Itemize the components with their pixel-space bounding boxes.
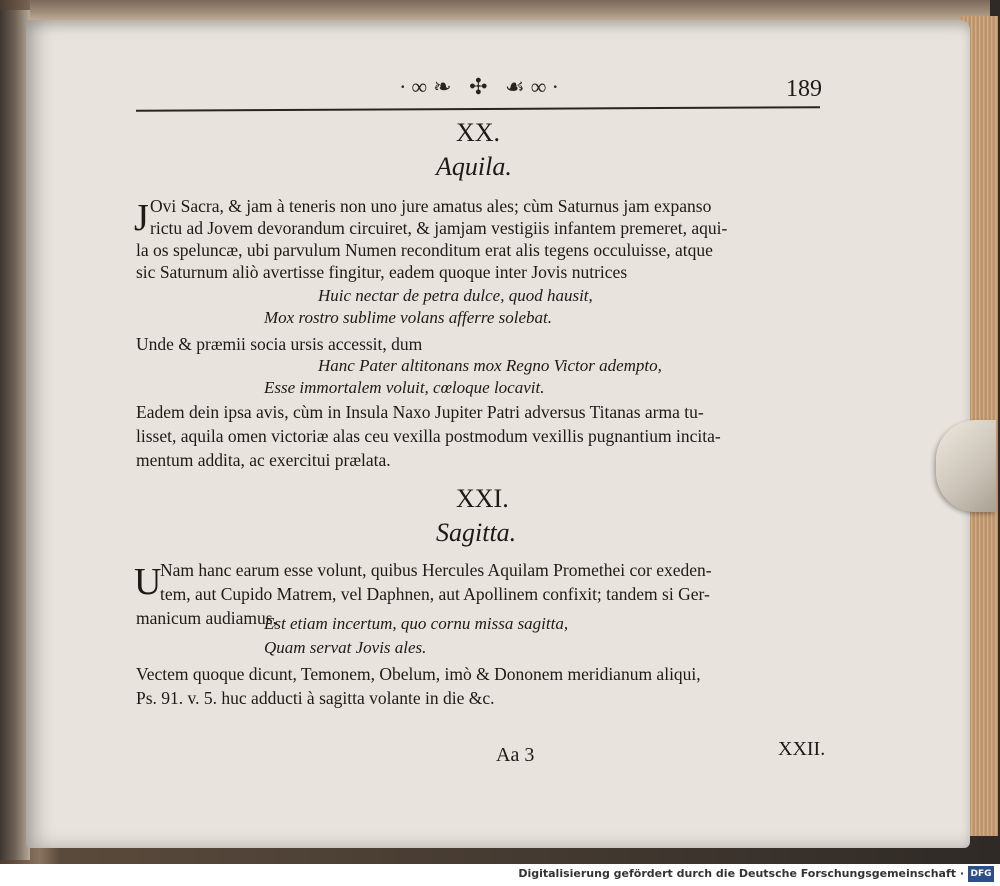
section-xxi-line-3: manicum audiamus,	[136, 608, 277, 628]
section-xx-closing-line-2: lisset, aquila omen victoriæ alas ceu vexilla postmodum vexillis pugnantium incita-	[136, 426, 721, 446]
page-clip-bookmark	[936, 420, 996, 512]
section-xxi-line-1: Nam hanc earum esse volunt, quibus Hercules Aquilam Promethei cor exeden-	[160, 560, 712, 580]
dfg-logo[interactable]: DFG	[968, 866, 994, 882]
section-xx-line-4: sic Saturnum aliò avertisse fingitur, eadem quoque inter Jovis nutrices	[136, 262, 628, 282]
section-xx-line-3: la os speluncæ, ubi parvulum Numen reconditum erat alis tegens occuluisse, atque	[136, 240, 713, 260]
section-xx-line-2: rictu ad Jovem devorandum circuiret, & jamjam vestigiis infantem premeret, aqui-	[150, 218, 728, 238]
section-xx-numeral: XX.	[456, 118, 501, 147]
section-xxi-numeral: XXI.	[456, 484, 509, 513]
digitization-footer	[0, 864, 1000, 886]
section-xxi-verse-line-2: Quam servat Jovis ales.	[264, 638, 427, 657]
page-number: 189	[786, 76, 822, 102]
section-xx-verse1-line-1: Huic nectar de petra dulce, quod hausit,	[318, 286, 593, 305]
section-xx-verse2-line-1: Hanc Pater altitonans mox Regno Victor adempto,	[318, 356, 662, 375]
section-xx-verse2-line-2: Esse immortalem voluit, cœloque locavit.	[264, 378, 545, 397]
section-xx-drop-initial: J	[134, 197, 149, 239]
section-xxi-drop-initial: U	[134, 561, 162, 603]
funding-credit: Digitalisierung gefördert durch die Deutsche Forschungsgemeinschaft ·	[518, 867, 964, 880]
catchword: XXII.	[778, 738, 826, 760]
section-xxi-title: Sagitta.	[436, 518, 517, 547]
section-xxi-closing-line-2: Ps. 91. v. 5. huc adducti à sagitta volante in die &c.	[136, 688, 495, 708]
section-xxi-closing-line-1: Vectem quoque dicunt, Temonem, Obelum, imò & Dononem meridianum aliqui,	[136, 664, 701, 684]
section-xx-line-1: Ovi Sacra, & jam à teneris non uno jure amatus ales; cùm Saturnus jam expanso	[150, 196, 712, 216]
section-xxi-line-2: tem, aut Cupido Matrem, vel Daphnen, aut Apollinem confixit; tandem si Ger-	[160, 584, 710, 604]
section-xx-verse1-line-2: Mox rostro sublime volans afferre solebat.	[264, 308, 553, 327]
section-xx-closing-line-3: mentum addita, ac exercitui prælata.	[136, 450, 391, 470]
headpiece-ornament: ∙∞❧ ✣ ☙∞∙	[400, 74, 564, 99]
section-xx-closing-line-1: Eadem dein ipsa avis, cùm in Insula Naxo Jupiter Patri adversus Titanas arma tu-	[136, 402, 704, 422]
signature-mark: Aa 3	[496, 744, 535, 766]
section-xx-title: Aquila.	[436, 152, 512, 181]
section-xx-link-line: Unde & præmii socia ursis accessit, dum	[136, 334, 423, 354]
section-xxi-verse-line-1: Est etiam incertum, quo cornu missa sagitta,	[264, 614, 569, 633]
